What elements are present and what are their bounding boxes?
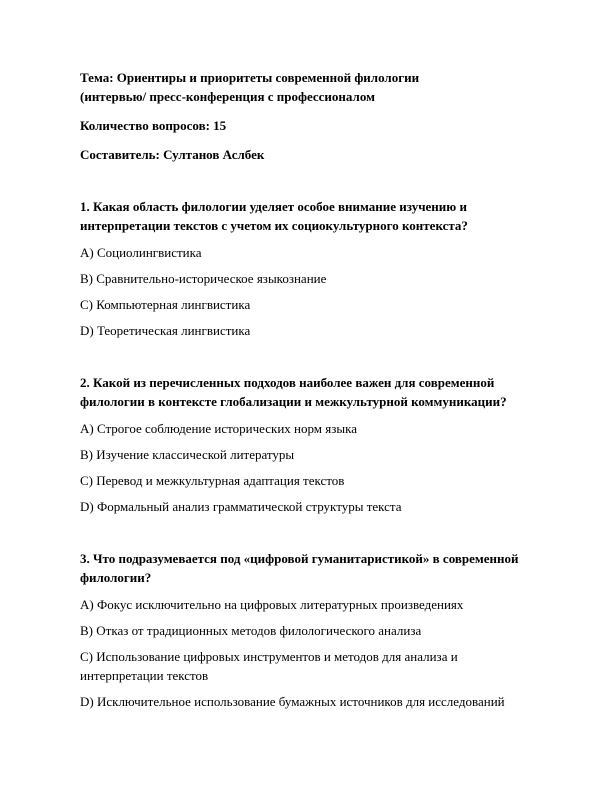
author-label: Составитель: Султанов Аслбек [80, 147, 265, 162]
answer-option-b: B) Сравнительно-историческое языкознание [80, 271, 327, 286]
question-block-2 [80, 373, 533, 516]
doc-title [80, 68, 533, 106]
question-count-label: Количество вопросов: 15 [80, 118, 227, 133]
question-text: 3. Что подразумевается под «цифровой гуманитаристикой» в современной филологии? [80, 551, 519, 585]
answer-option-a: A) Строгое соблюдение исторических норм языка [80, 421, 358, 436]
answer-option-b: B) Отказ от традиционных методов филологического анализа [80, 623, 422, 638]
answer-option-a: A) Фокус исключительно на цифровых литературных произведениях [80, 597, 464, 612]
answer-option-c: C) Компьютерная лингвистика [80, 297, 251, 312]
doc-title-line-1: Тема: Ориентиры и приоритеты современной филологии [80, 70, 420, 85]
answer-option-d: D) Формальный анализ грамматической структуры текста [80, 499, 402, 514]
answer-option-b: B) Изучение классической литературы [80, 447, 295, 462]
question-block-1 [80, 197, 533, 340]
question-text: 2. Какой из перечисленных подходов наиболее важен для современной филологии в контексте глобализации и межкультурной коммуникации? [80, 375, 507, 409]
answer-option-d: D) Исключительное использование бумажных источников для исследований [80, 694, 505, 709]
question-block-3 [80, 549, 533, 711]
doc-title-line-2: (интервью/ пресс-конференция с профессионалом [80, 89, 375, 104]
answer-option-d: D) Теоретическая лингвистика [80, 323, 251, 338]
question-text: 1. Какая область филологии уделяет особое внимание изучению и интерпретации текстов с учетом их социокультурного контекста? [80, 199, 468, 233]
answer-option-c: C) Использование цифровых инструментов и методов для анализа и интерпретации текстов [80, 649, 458, 683]
answer-option-a: A) Социолингвистика [80, 245, 202, 260]
answer-option-c: C) Перевод и межкультурная адаптация текстов [80, 473, 345, 488]
